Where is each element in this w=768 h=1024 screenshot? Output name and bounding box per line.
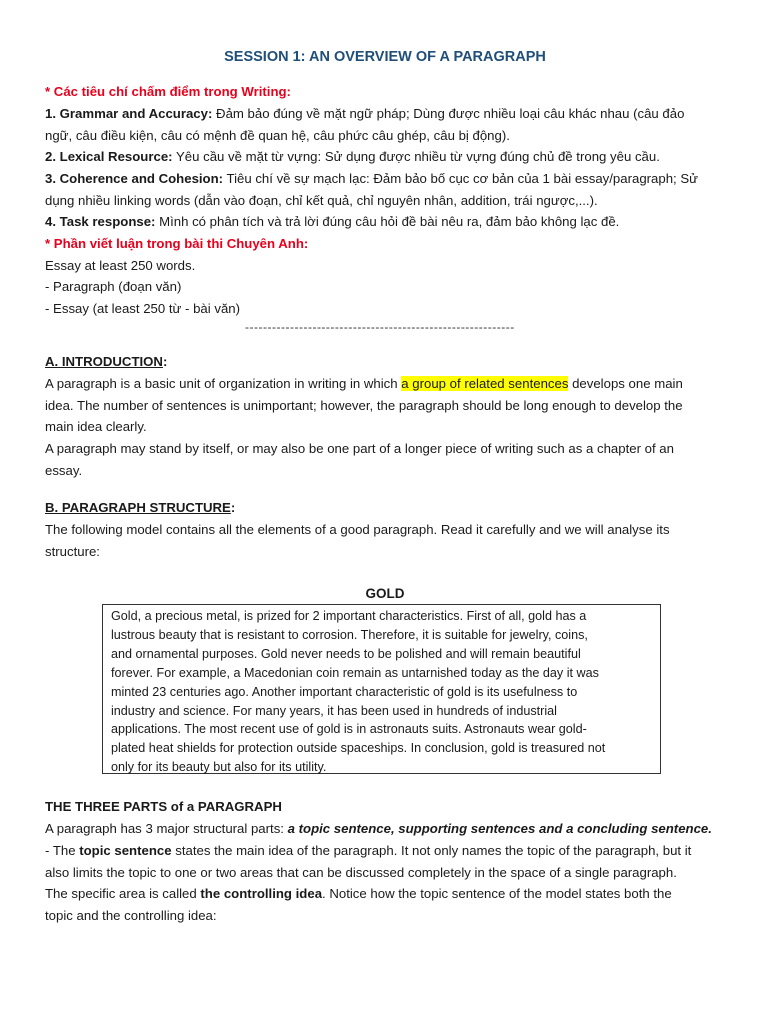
criteria-1-label: 1. Grammar and Accuracy:	[45, 106, 213, 121]
parts-line-4	[45, 883, 672, 905]
parts-line-5: topic and the controlling idea:	[45, 908, 217, 923]
model-line: only for its beauty but also for its utility.	[111, 760, 327, 775]
intro-heading-text: A. INTRODUCTION	[45, 354, 163, 369]
intro-p1-text: A paragraph is a basic unit of organization in writing in which	[45, 376, 402, 391]
structure-para-1-line-2: structure:	[45, 544, 100, 559]
exam-line-2: - Paragraph (đoạn văn)	[45, 279, 182, 294]
criteria-3-text: Tiêu chí về sự mạch lạc: Đảm bảo bố cục cơ bản của 1 bài essay/paragraph; Sử	[223, 171, 699, 186]
parts-line-3: also limits the topic to one or two areas that can be discussed completely in the space of a single paragraph.	[45, 865, 677, 880]
parts-line-2	[45, 840, 691, 862]
parts-l2-text: states the main idea of the paragraph. It not only names the topic of the paragraph, but it	[171, 843, 692, 858]
criteria-3-text-cont: dụng nhiều linking words (dẫn vào đoạn, chỉ kết quả, chỉ nguyên nhân, addition, trái ngược,...).	[45, 193, 598, 208]
model-line: forever. For example, a Macedonian coin remain as untarnished today as the day it was	[111, 665, 599, 680]
structure-para-1: The following model contains all the elements of a good paragraph. Read it carefully and we will analyse its	[45, 522, 670, 537]
criteria-2-label: 2. Lexical Resource:	[45, 149, 173, 164]
criteria-item-3	[45, 168, 698, 190]
structure-heading-text: B. PARAGRAPH STRUCTURE	[45, 500, 231, 515]
page-title: SESSION 1: AN OVERVIEW OF A PARAGRAPH	[224, 49, 546, 65]
exam-line-1: Essay at least 250 words.	[45, 258, 196, 273]
parts-l4-prefix: The specific area is called	[45, 886, 201, 901]
topic-sentence-term: topic sentence	[79, 843, 172, 858]
exam-heading: * Phần viết luận trong bài thi Chuyên Anh:	[45, 236, 309, 251]
criteria-item-2	[45, 146, 660, 168]
criteria-4-label: 4. Task response:	[45, 214, 156, 229]
model-paragraph-box	[102, 604, 661, 774]
model-paragraph-title: GOLD	[365, 586, 405, 601]
model-line: industry and science. For many years, it has been used in hundreds of industrial	[111, 703, 557, 718]
intro-para-2-line-2: essay.	[45, 463, 83, 478]
intro-para-1	[45, 373, 683, 395]
intro-p1-text-end: develops one main	[568, 376, 683, 391]
criteria-3-label: 3. Coherence and Cohesion:	[45, 171, 224, 186]
model-line: Gold, a precious metal, is prized for 2 important characteristics. First of all, gold has a	[111, 609, 587, 623]
structure-heading-colon: :	[230, 500, 236, 515]
parts-l1-text: A paragraph has 3 major structural parts:	[45, 821, 288, 836]
intro-para-1-line-2: idea. The number of sentences is unimportant; however, the paragraph should be long enough to develop the	[45, 398, 683, 413]
model-line: applications. The most recent use of gold is in astronauts suits. Astronauts wear gold-	[111, 722, 587, 737]
model-line: lustrous beauty that is resistant to corrosion. Therefore, it is suitable for jewelry, coins,	[111, 627, 588, 642]
criteria-item-4	[45, 211, 619, 233]
criteria-item-1	[45, 103, 684, 125]
criteria-1-text: Đảm bảo đúng về mặt ngữ pháp; Dùng được nhiều loại câu khác nhau (câu đảo	[212, 106, 685, 121]
three-parts-heading: THE THREE PARTS of a PARAGRAPH	[45, 799, 282, 814]
intro-heading-colon: :	[162, 354, 168, 369]
controlling-idea-term: the controlling idea	[200, 886, 323, 901]
highlighted-phrase: a group of related sentences	[401, 376, 569, 391]
parts-list: a topic sentence, supporting sentences and a concluding sentence.	[287, 821, 712, 836]
model-line: and ornamental purposes. Gold never needs to be polished and will remain beautiful	[111, 646, 581, 661]
criteria-4-text: Mình có phân tích và trả lời đúng câu hỏi đề bài nêu ra, đảm bảo không lạc đề.	[155, 214, 620, 229]
parts-line-1	[45, 818, 712, 840]
exam-line-3: - Essay (at least 250 từ - bài văn)	[45, 301, 240, 316]
intro-para-2: A paragraph may stand by itself, or may also be one part of a longer piece of writing such as a chapter of an	[45, 441, 674, 456]
section-divider: ------------------------------------------------------------	[245, 320, 515, 334]
model-line: plated heat shields for protection outside spaceships. In conclusion, gold is treasured not	[111, 741, 606, 756]
criteria-heading: * Các tiêu chí chấm điểm trong Writing:	[45, 84, 291, 99]
criteria-1-text-cont: ngữ, câu điều kiện, câu có mệnh đề quan hệ, câu phức câu ghép, câu bị động).	[45, 128, 510, 143]
criteria-2-text: Yêu cầu về mặt từ vựng: Sử dụng được nhiều từ vựng đúng chủ đề trong yêu cầu.	[172, 149, 660, 164]
parts-l4-text: . Notice how the topic sentence of the model states both the	[322, 886, 672, 901]
intro-heading	[45, 351, 167, 373]
parts-l2-prefix: - The	[45, 843, 80, 858]
structure-heading	[45, 497, 235, 519]
model-line: minted 23 centuries ago. Another important characteristic of gold is its usefulness to	[111, 684, 578, 699]
intro-para-1-line-3: main idea clearly.	[45, 419, 147, 434]
